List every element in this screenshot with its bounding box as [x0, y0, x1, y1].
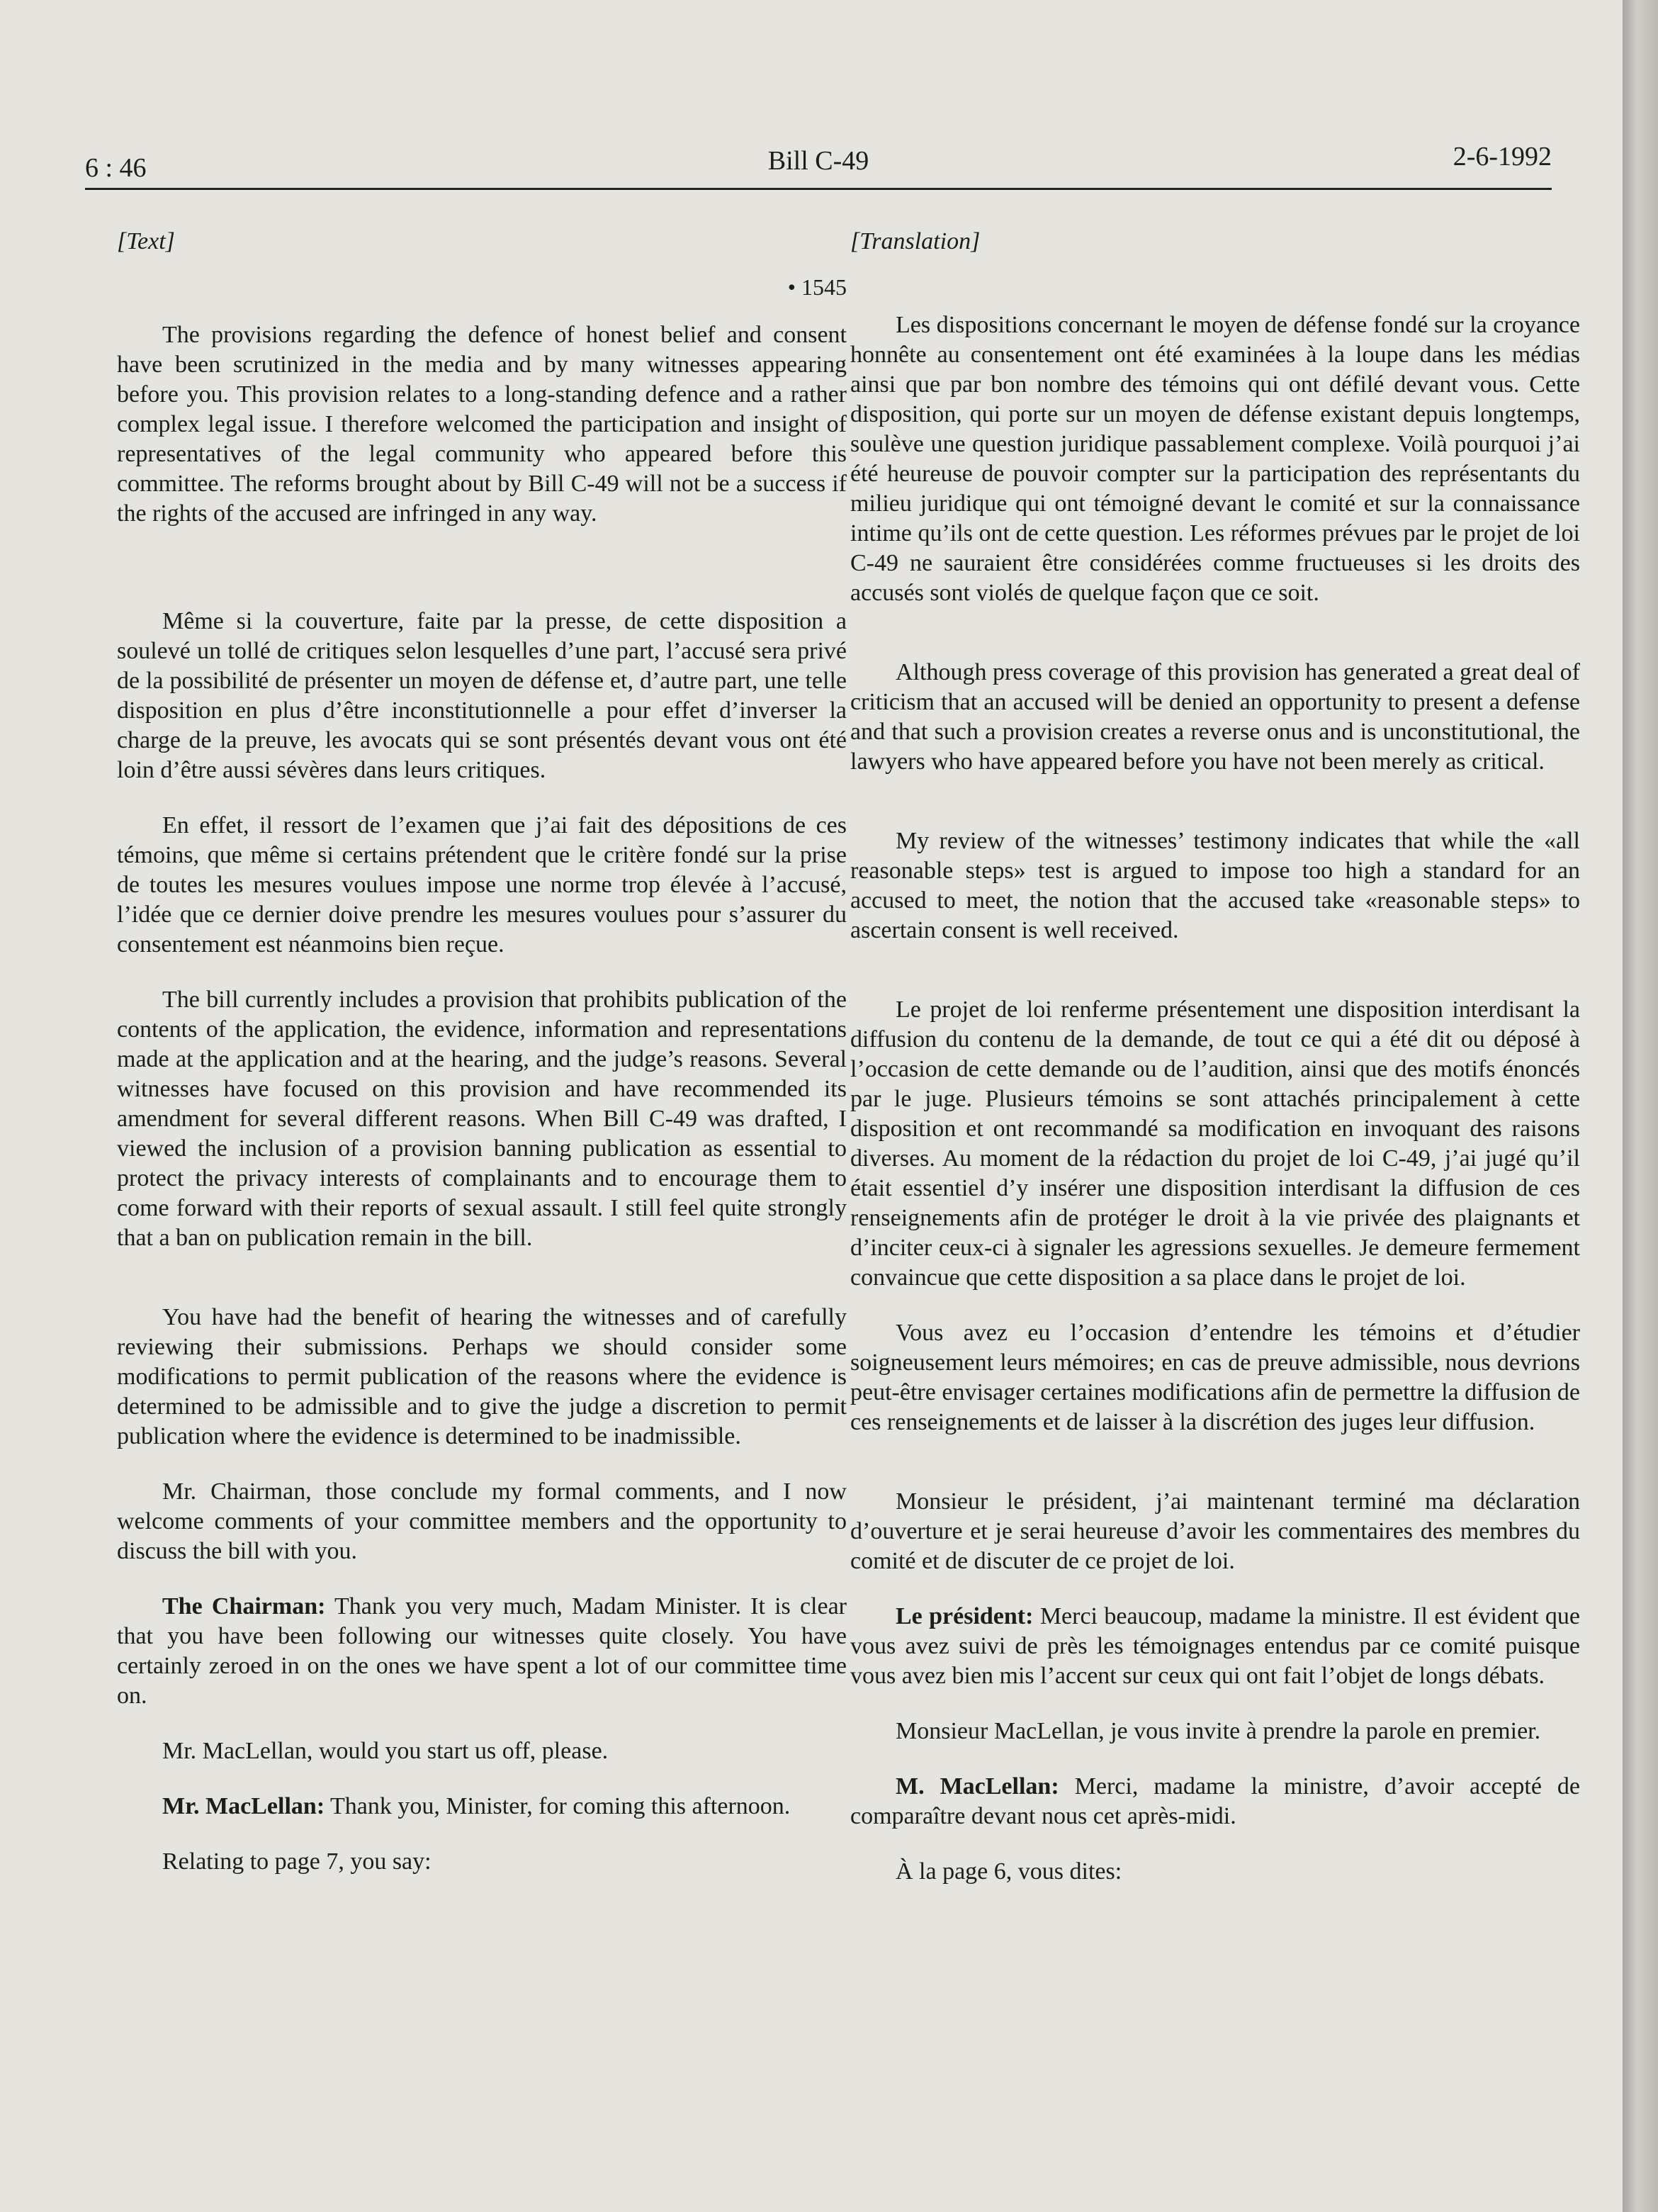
speaker-paragraph — [850, 1602, 1580, 1691]
paragraph: Le projet de loi renferme présentement une disposition interdisant la diffusion du contenu de la demande, de tout ce qui a été dit ou déposé à l’occasion de cette demande ou de l’audition, ainsi que des motifs énoncés par le juge. Plusieurs témoins se sont attachés principalement à cette disposition et ont recommandé sa modification en invoquant des raisons diverses. Au moment de la rédaction du projet de loi C-49, j’ai jugé qu’il était essentiel d’y insérer une disposition interdisant la diffusion de ces renseignements afin de protéger le droit à la vie privée des plaignants et d’inciter ceux-ci à signaler les agressions sexuelles. Je demeure fermement convaincue que cette disposition a sa place dans le projet de loi. — [850, 996, 1580, 1291]
paragraph: Relating to page 7, you say: — [162, 1848, 432, 1875]
text-tag: [Text] — [117, 228, 175, 254]
speaker-name: Le président: — [896, 1603, 1034, 1629]
speaker-name: Mr. MacLellan: — [162, 1793, 325, 1819]
paragraph: À la page 6, vous dites: — [896, 1858, 1122, 1885]
paragraph: Although press coverage of this provision has generated a great deal of criticism that an accused will be denied an opportunity to present a defense and that such a provision creates a reverse onus and is unconstitutional, the lawyers who have appeared before you have not been merely as critical. — [850, 659, 1580, 775]
speaker-paragraph — [850, 1772, 1580, 1831]
paragraph: En effet, il ressort de l’examen que j’ai fait des dépositions de ces témoins, que même si certains prétendent que le critère fondé sur la prise de toutes les mesures voulues impose une norme trop élevée à l’accusé, l’idée que ce dernier doive prendre les mesures voulues pour s’assurer du consentement est néanmoins bien reçue. — [117, 812, 847, 958]
paragraph: The provisions regarding the defence of honest belief and consent have been scrutinized in the media and by many witnesses appearing before you. This provision relates to a long-standing defence and a rather complex legal issue. I therefore welcomed the participation and insight of representatives of the legal community who appeared before this committee. The reforms brought about by Bill C-49 will not be a success if the rights of the accused are infringed in any way. — [117, 322, 847, 527]
document-date: 2-6-1992 — [1453, 142, 1552, 172]
page-number: 6 : 46 — [85, 153, 147, 183]
paragraph: Vous avez eu l’occasion d’entendre les témoins et d’étudier soigneusement leurs mémoires; en cas de preuve admissible, nous devrions peut-être envisager certaines modifications afin de permettre la diffusion de ces renseignements et de laisser à la discrétion des juges leur diffusion. — [850, 1320, 1580, 1435]
paragraph: Monsieur MacLellan, je vous invite à prendre la parole en premier. — [896, 1718, 1541, 1744]
speech-text: Thank you, Minister, for coming this afternoon. — [325, 1793, 791, 1819]
paragraph: Monsieur le président, j’ai maintenant terminé ma déclaration d’ouverture et je serai heureuse d’avoir les commentaires des membres du comité et de discuter de ce projet de loi. — [850, 1488, 1580, 1574]
speaker-name: M. MacLellan: — [896, 1773, 1059, 1800]
paragraph: You have had the benefit of hearing the witnesses and of carefully reviewing their submissions. Perhaps we should consider some modifications to permit publication of the reasons where the evidence is determined to be admissible and to give the judge a discretion to permit publication where the evidence is determined to be inadmissible. — [117, 1304, 847, 1449]
paragraph: The bill currently includes a provision that prohibits publication of the contents of the application, the evidence, information and representations made at the application and at the hearing, and the judge’s reasons. Several witnesses have focused on this provision and have recommended its amendment for several different reasons. When Bill C-49 was drafted, I viewed the inclusion of a provision banning publication as essential to protect the privacy interests of complainants and to encourage them to come forward with their reports of sexual assault. I still feel quite strongly that a ban on publication remain in the bill. — [117, 987, 847, 1251]
french-column — [850, 227, 1580, 1912]
speaker-paragraph — [117, 1792, 847, 1821]
speech-text: Thank you very much, Madam Minister. It is clear that you have been following our witnesses quite closely. You have certainly zeroed in on the ones we have spent a lot of our committee time on. — [117, 1593, 847, 1709]
paragraph: Les dispositions concernant le moyen de défense fondé sur la croyance honnête au consentement ont été examinées à la loupe dans les médias ainsi que par bon nombre des témoins qui ont défilé devant vous. Cette disposition, qui porte sur un moyen de défense existant depuis longtemps, soulève une question juridique passablement complexe. Voilà pourquoi j’ai été heureuse de pouvoir compter sur la participation des représentants du milieu juridique qui ont témoigné devant le comité et sur la connaissance intime qu’ils ont de cette question. Les réformes prévues par le projet de loi C-49 ne sauraient être considérées comme fructueuses si les droits des accusés sont violés de quelque façon que ce soit. — [850, 312, 1580, 606]
timestamp: • 1545 — [787, 274, 847, 300]
speech-text: Merci beaucoup, madame la ministre. Il est évident que vous avez suivi de près les témoignages entendus par ce comité puisque vous avez bien mis l’accent sur ceux qui ont fait l’objet de longs débats. — [850, 1603, 1580, 1689]
speaker-name: The Chairman: — [162, 1593, 326, 1619]
paragraph: Mr. MacLellan, would you start us off, please. — [162, 1738, 609, 1764]
running-head — [85, 138, 1552, 190]
speaker-paragraph — [117, 1592, 847, 1711]
paragraph: Même si la couverture, faite par la presse, de cette disposition a soulevé un tollé de critiques selon lesquelles d’une part, l’accusé sera privé de la possibilité de présenter un moyen de défense et, d’autre part, une telle disposition en plus d’être inconstitutionnelle a pour effet d’inverser la charge de la preuve, les avocats qui se sont présentés devant vous ont été loin d’être aussi sévères dans leurs critiques. — [117, 608, 847, 783]
document-title: Bill C-49 — [767, 146, 869, 176]
speech-text: Merci, madame la ministre, d’avoir accepté de comparaître devant nous cet après-midi. — [850, 1773, 1580, 1829]
translation-tag: [Translation] — [850, 228, 981, 254]
page-edge — [1623, 0, 1658, 2212]
paragraph: Mr. Chairman, those conclude my formal comments, and I now welcome comments of your committee members and the opportunity to discuss the bill with you. — [117, 1478, 847, 1564]
english-column — [117, 227, 847, 1902]
paragraph: My review of the witnesses’ testimony indicates that while the «all reasonable steps» test is argued to impose too high a standard for an accused to meet, the notion that the accused take «reasonable steps» to ascertain consent is well received. — [850, 828, 1580, 943]
